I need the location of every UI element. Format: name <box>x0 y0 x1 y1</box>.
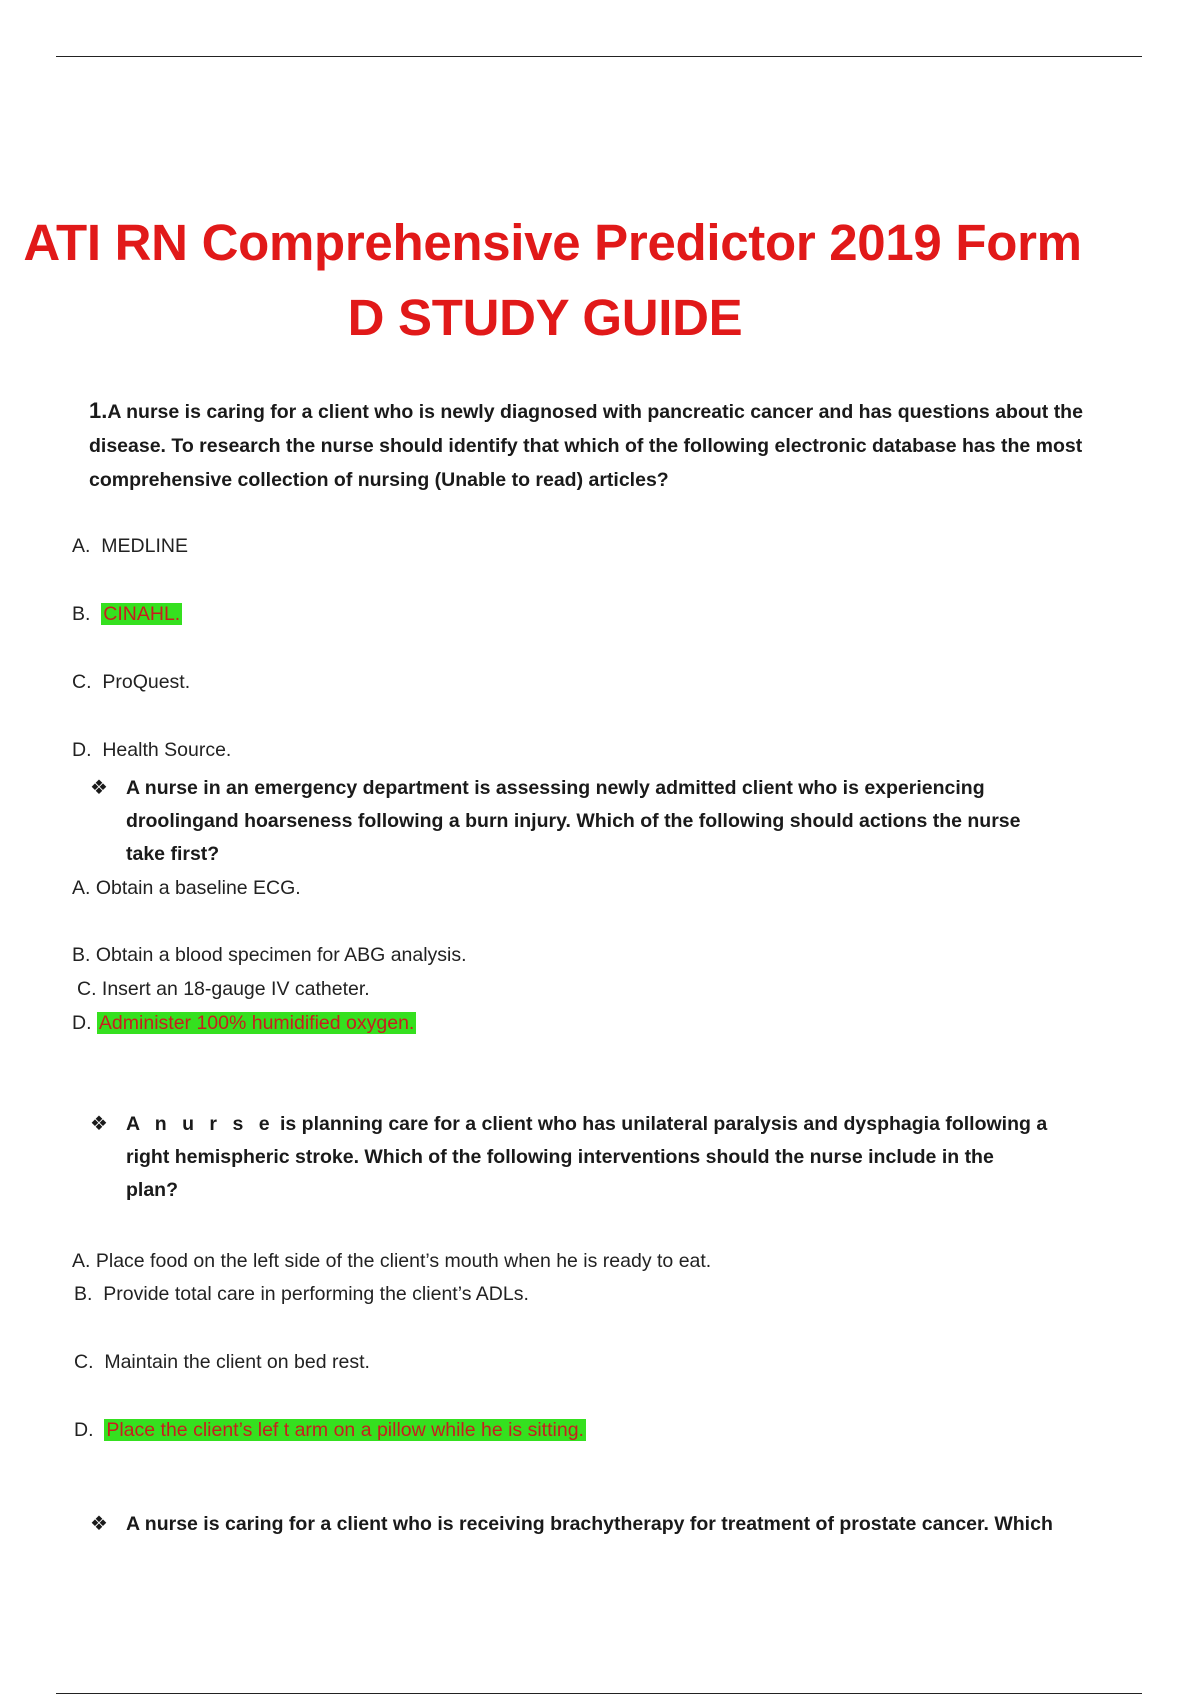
question-1-text: A nurse is caring for a client who is newly diagnosed with pancreatic cancer and has questions about the disease. To research the nurse should identify that which of the following electronic database has the most comprehensive collection of nursing (Unable to read) articles? <box>89 401 1083 491</box>
question-4 <box>90 1508 1170 1541</box>
question-3 <box>90 1108 1130 1207</box>
q1-option-a: A. MEDLINE <box>72 535 188 557</box>
question-3-line-2: right hemispheric stroke. Which of the following interventions should the nurse include in the <box>126 1146 994 1168</box>
bullet-icon: ❖ <box>90 1513 108 1535</box>
question-2-line-3: take first? <box>126 843 220 865</box>
title-line-1: ATI RN Comprehensive Predictor 2019 Form <box>23 214 1082 271</box>
q1-option-b: B. CINAHL. <box>72 603 181 625</box>
question-2-line-1: A nurse in an emergency department is assessing newly admitted client who is experiencing <box>126 777 985 799</box>
question-3-line-3: plan? <box>126 1179 178 1201</box>
q1-option-d: D. Health Source. <box>72 739 232 761</box>
question-2-line-2: droolingand hoarseness following a burn injury. Which of the following should actions the nurse <box>126 810 1021 832</box>
bullet-icon: ❖ <box>90 777 108 799</box>
q3-option-b: B. Provide total care in performing the client’s ADLs. <box>74 1283 529 1305</box>
q3-option-d: D. Place the client’s lef t arm on a pillow while he is sitting. <box>74 1419 584 1441</box>
bullet-icon: ❖ <box>90 1113 108 1135</box>
q2-option-d: D. Administer 100% humidified oxygen. <box>72 1012 415 1034</box>
q3-option-c: C. Maintain the client on bed rest. <box>74 1351 370 1373</box>
q3-option-a: A. Place food on the left side of the client’s mouth when he is ready to eat. <box>72 1250 712 1272</box>
top-rule <box>56 56 1142 57</box>
q2-option-c: C. Insert an 18-gauge IV catheter. <box>77 978 370 1000</box>
correct-answer-highlight: Place the client’s lef t arm on a pillow while he is sitting. <box>106 1419 584 1441</box>
q1-option-c: C. ProQuest. <box>72 671 191 693</box>
question-1 <box>89 394 1159 497</box>
q2-option-b: B. Obtain a blood specimen for ABG analysis. <box>72 944 467 966</box>
question-4-line-1: A nurse is caring for a client who is receiving brachytherapy for treatment of prostate cancer. Which <box>126 1513 1053 1535</box>
question-3-line-1: A n u r s e is planning care for a client who has unilateral paralysis and dysphagia following a <box>126 1113 1048 1135</box>
correct-answer-highlight: CINAHL. <box>103 603 181 625</box>
title-line-2: D STUDY GUIDE <box>347 289 743 346</box>
bottom-rule <box>56 1693 1142 1694</box>
document-title <box>0 205 1200 355</box>
question-2 <box>90 772 1130 871</box>
correct-answer-highlight: Administer 100% humidified oxygen. <box>98 1012 415 1034</box>
question-1-number: 1. <box>89 398 108 423</box>
q2-option-a: A. Obtain a baseline ECG. <box>72 877 301 899</box>
